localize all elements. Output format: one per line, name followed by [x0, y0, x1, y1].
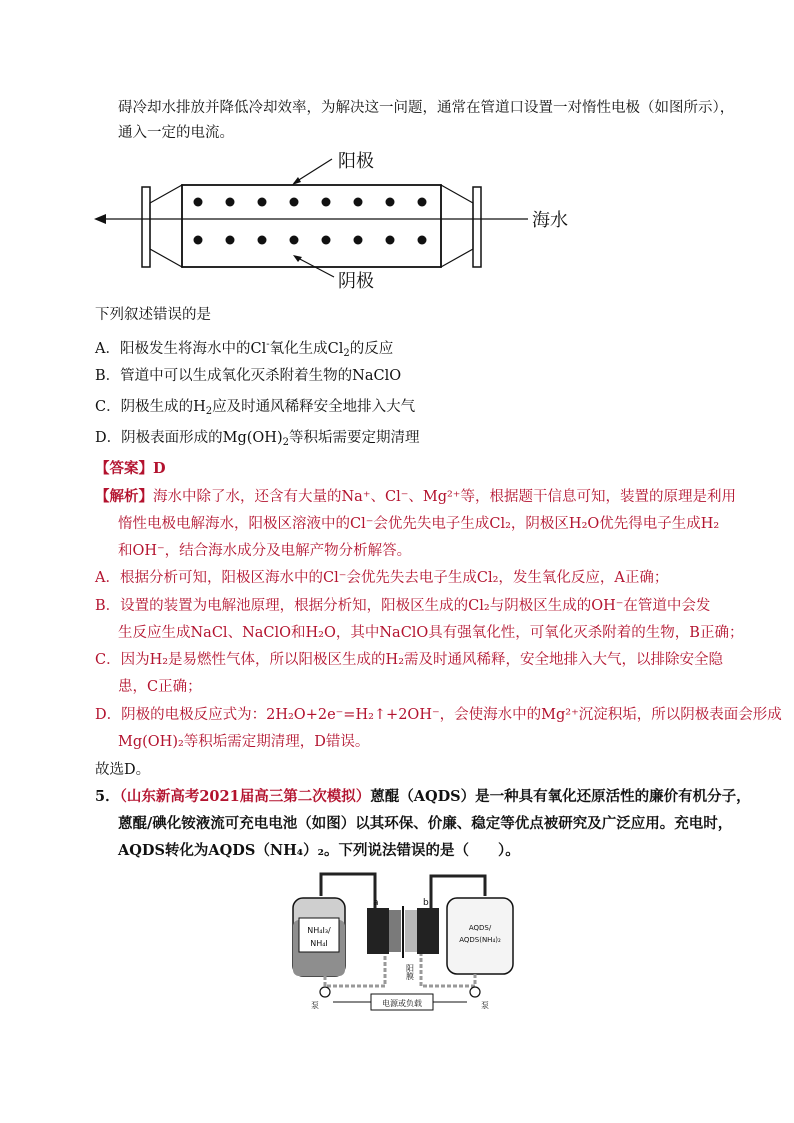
option-a-sub: 2 [343, 348, 350, 359]
analysis-line-1 [95, 487, 736, 507]
option-d-post: 等积垢需要定期清理 [288, 430, 420, 446]
left-taper [150, 185, 182, 267]
flow-battery-diagram [285, 868, 525, 1018]
option-c-sub: 2 [205, 406, 213, 417]
option-a [95, 335, 393, 364]
analysis-text-1: 海水中除了水，还含有大量的Na⁺、Cl⁻、Mg²⁺等，根据题干信息可知，装置的原理是利用 [153, 489, 736, 505]
intro-line-2: 通入一定的电流。 [118, 125, 234, 141]
right-taper [441, 185, 473, 267]
q5-line-3: AQDS转化为AQDS（NH₄）₂。下列说法错误的是（ ）。 [118, 842, 520, 859]
electrolysis-pipe-diagram [90, 145, 590, 295]
electrode-a-block [367, 908, 389, 954]
q5-source: （山东新高考2021届高三第二次模拟） [119, 788, 371, 805]
option-a-mid: 氧化生成 [269, 341, 328, 357]
option-a-mol: Cl [327, 341, 344, 357]
anode-pointer [294, 159, 332, 183]
option-b-pre: B．管道中可以生成氧化灭杀附着生物的 [95, 368, 353, 384]
conclusion: 故选D。 [95, 762, 151, 778]
question-stem: 下列叙述错误的是 [95, 307, 211, 323]
right-tank-label-2: AQDS(NH₄)₂ [459, 936, 501, 944]
analysis-line-3: 和OH⁻，结合海水成分及电解产物分析解答。 [118, 543, 412, 559]
power-source-label: 电源或负载 [382, 999, 422, 1008]
cathode-label: 阴极 [338, 271, 374, 292]
analysis-label: 【解析】 [95, 488, 153, 505]
analysis-d-1: D．阴极的电极反应式为：2H₂O+2e⁻=H₂↑+2OH⁻，会使海水中的Mg²⁺沉淀积垢，所以阴极表面会形成 [95, 707, 782, 723]
option-c-chem: H [193, 399, 206, 415]
membrane-label: 阳膜 [405, 964, 415, 980]
analysis-b-1: B．设置的装置为电解池原理，根据分析知，阳极区生成的Cl₂与阴极区生成的OH⁻在管道中会发 [95, 598, 711, 614]
left-tank-label-2: NH₄I [310, 939, 328, 948]
seawater-label: 海水 [532, 210, 568, 231]
electrode-a-label: a [373, 898, 379, 908]
right-chamber [405, 910, 417, 952]
option-d [95, 428, 419, 453]
analysis-b-2: 生反应生成NaCl、NaClO和H₂O，其中NaClO具有强氧化性，可氧化灭杀附着的生物，B正确； [118, 625, 744, 641]
option-a-post: 的反应 [349, 341, 394, 357]
left-flange [142, 187, 150, 267]
q5-text-1: 蒽醌（AQDS）是一种具有氧化还原活性的廉价有机分子， [370, 788, 751, 805]
option-a-charge: - [266, 339, 270, 350]
option-a-pre: A．阳极发生将海水中的 [95, 341, 251, 357]
option-d-chem: Mg(OH) [222, 430, 283, 446]
q5-number: 5． [95, 788, 120, 805]
answer-value: D [153, 460, 166, 477]
answer [95, 459, 166, 479]
right-pump-label: 泵 [481, 1001, 489, 1010]
anode-label: 阳极 [338, 151, 374, 172]
right-flange [473, 187, 481, 267]
left-tank-label-1: NH₄I₃/ [307, 926, 331, 935]
q5-line-1 [95, 787, 751, 807]
cathode-dots [194, 236, 427, 245]
right-tank-label-1: AQDS/ [468, 924, 492, 932]
analysis-line-2: 惰性电极电解海水，阳极区溶液中的Cl⁻会优先失电子生成Cl₂，阴极区H₂O优先得电子生成H₂ [118, 516, 720, 532]
left-pump-label: 泵 [311, 1001, 319, 1010]
analysis-a: A．根据分析可知，阳极区海水中的Cl⁻会优先失去电子生成Cl₂，发生氧化反应，A正确； [95, 570, 669, 586]
flow-arrow-head [94, 214, 106, 224]
analysis-d-2: Mg(OH)₂等积垢需定期清理，D错误。 [118, 734, 370, 750]
analysis-c-1: C．因为H₂是易燃性气体，所以阳极区生成的H₂需及时通风稀释，安全地排入大气，以排除安全隐 [95, 652, 724, 668]
answer-label: 【答案】 [95, 460, 153, 477]
option-c-post: 应及时通风稀释安全地排入大气 [212, 399, 416, 415]
option-d-pre: D．阴极表面形成的 [95, 430, 223, 446]
option-b-chem: NaClO [352, 368, 402, 384]
analysis-c-2: 患，C正确； [118, 679, 202, 695]
option-c-pre: C．阴极生成的 [95, 399, 194, 415]
q5-line-2: 蒽醌/碘化铵液流可充电电池（如图）以其环保、价廉、稳定等优点被研究及广泛应用。充电时， [118, 815, 733, 832]
pipe-body [182, 185, 441, 267]
option-c [95, 397, 415, 422]
right-pump-icon [470, 987, 480, 997]
anode-dots [194, 198, 427, 207]
left-pump-icon [320, 987, 330, 997]
intro-line-1: 碍冷却水排放并降低冷却效率，为解决这一问题，通常在管道口设置一对惰性电极（如图所示）， [118, 100, 735, 116]
electrode-b-label: b [423, 898, 429, 908]
electrode-b-block [417, 908, 439, 954]
option-b [95, 366, 401, 386]
option-a-ion: Cl [250, 341, 267, 357]
option-d-sub: 2 [282, 437, 289, 448]
left-chamber [389, 910, 401, 952]
